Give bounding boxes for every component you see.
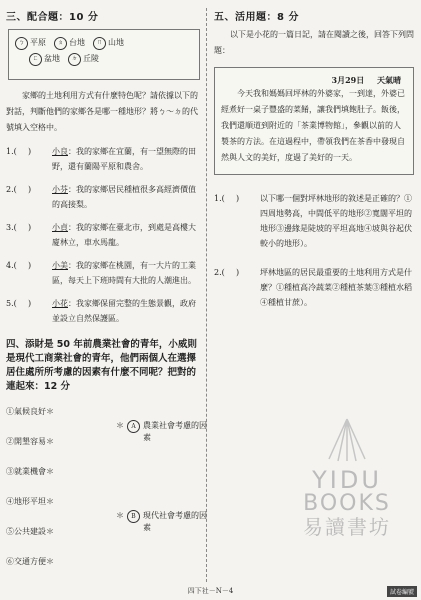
speaker-line: ：我的家鄉在宜蘭，有一望無際的田野，還有蘭陽平原和農舍。 bbox=[52, 147, 196, 171]
question-5 bbox=[6, 296, 202, 326]
speaker-name: 小貞 bbox=[52, 223, 68, 232]
option-text: 台地 bbox=[69, 38, 85, 47]
section-4-title: 四、添財是 50 年前農業社會的青年，小威則是現代工商業社會的青年，他們兩個人在選擇居住處所所考慮的因素有什麼不同呢？把對的連起來：12 分 bbox=[6, 339, 197, 392]
watermark-line-3: 易讀書坊 bbox=[303, 515, 391, 539]
match-text: 農業社會考慮的因素 bbox=[143, 421, 207, 442]
option-item bbox=[68, 51, 99, 67]
question-text bbox=[52, 220, 202, 250]
question-3 bbox=[6, 220, 202, 250]
speaker-line: ：我的家鄉居民種植很多高經濟價值的高接梨。 bbox=[52, 185, 196, 209]
watermark-line-1: YIDU bbox=[312, 466, 382, 494]
option-item bbox=[29, 51, 60, 67]
match-left-item[interactable]: ①氣候良好＊ bbox=[6, 407, 54, 416]
answer-blank[interactable]: ) bbox=[236, 268, 240, 277]
option-text: 平原 bbox=[30, 38, 46, 47]
page-footer: 四下社－N－4 bbox=[187, 587, 234, 595]
answer-blank[interactable]: ) bbox=[28, 147, 32, 156]
exam-stamp: 試卷編號 bbox=[387, 586, 417, 597]
speaker-name: 小芬 bbox=[52, 185, 68, 194]
question-5-2 bbox=[214, 265, 414, 310]
speaker-name: 小良 bbox=[52, 147, 68, 156]
option-mark: ㄅ bbox=[15, 37, 28, 50]
diary-body: 今天我和媽媽回坪林的外婆家，一到達，外婆已經煮好一桌子豐盛的菜餚，讓我們填飽肚子。飯後，我們還順道到附近的「茶業博物館」，參觀以前的人製茶的方法。在這過程中，帶領我們在茶香中發現自然與人文的美好，度過了美好的一天。 bbox=[221, 89, 405, 162]
match-mark: B bbox=[127, 510, 140, 523]
match-left-item[interactable]: ⑤公共建設＊ bbox=[6, 527, 54, 536]
match-bullet: ＊ bbox=[116, 511, 124, 520]
option-item bbox=[93, 35, 124, 51]
section-3-title: 三、配合題：10 分 bbox=[6, 12, 99, 23]
question-2 bbox=[6, 182, 202, 212]
speaker-line: ：我的家鄉在臺北市，到處是高樓大廈林立，車水馬龍。 bbox=[52, 223, 196, 247]
diary-header bbox=[221, 74, 401, 86]
question-number: 1.( bbox=[6, 147, 17, 156]
question-number: 2.( bbox=[214, 268, 225, 277]
option-mark: ㄆ bbox=[54, 37, 67, 50]
question-1 bbox=[6, 144, 202, 174]
match-left-item[interactable]: ⑥交通方便＊ bbox=[6, 557, 54, 566]
diary-date: 3月29日 bbox=[331, 75, 365, 85]
watermark bbox=[287, 415, 407, 539]
question-number: 4.( bbox=[6, 261, 17, 270]
match-right-item-a[interactable] bbox=[116, 420, 207, 444]
section-5-title: 五、活用題：8 分 bbox=[214, 12, 299, 23]
option-text: 盆地 bbox=[44, 54, 60, 63]
match-left-item[interactable]: ③就業機會＊ bbox=[6, 467, 54, 476]
option-mark: ㄇ bbox=[93, 37, 106, 50]
speaker-name: 小美 bbox=[52, 261, 68, 270]
matching-area bbox=[6, 406, 207, 576]
match-text: 現代社會考慮的因素 bbox=[143, 511, 207, 532]
speaker-line: ：我家鄉保留完整的生態景觀，政府並設立自然保護區。 bbox=[52, 299, 196, 323]
section-5-intro: 以下是小花的一篇日記，請在閱讀之後，回答下列問題： bbox=[214, 30, 414, 55]
match-bullet: ＊ bbox=[116, 421, 124, 430]
answer-blank[interactable]: ) bbox=[28, 185, 32, 194]
right-column bbox=[214, 8, 414, 310]
option-mark: ㄈ bbox=[29, 53, 42, 66]
option-text: 山地 bbox=[108, 38, 124, 47]
option-mark: ㄉ bbox=[68, 53, 81, 66]
question-number: 5.( bbox=[6, 299, 17, 308]
question-text: 以下哪一個對坪林地形的敘述是正確的？①四周地勢高，中間低平的地形②寬闊平坦的地形③邊緣是陡坡的平坦高地④坡與谷起伏較小的地形）。 bbox=[260, 194, 412, 248]
match-left-item[interactable]: ④地形平坦＊ bbox=[6, 497, 54, 506]
question-text bbox=[52, 296, 202, 326]
book-logo-icon bbox=[307, 415, 387, 463]
answer-blank[interactable]: ) bbox=[28, 299, 32, 308]
speaker-name: 小花 bbox=[52, 299, 68, 308]
match-mark: A bbox=[127, 420, 140, 433]
question-text bbox=[52, 144, 202, 174]
question-5-1 bbox=[214, 191, 414, 251]
speaker-line: ：我的家鄉在桃園，有一大片的工業區，每天上下班時間有大批的人潮進出。 bbox=[52, 261, 196, 285]
options-row-2 bbox=[15, 51, 195, 67]
question-text bbox=[52, 258, 202, 288]
answer-blank[interactable]: ) bbox=[236, 194, 240, 203]
diary-weather: 天氣晴 bbox=[377, 75, 401, 85]
option-item bbox=[54, 35, 85, 51]
left-column bbox=[6, 8, 207, 576]
question-text: 坪林地區的居民最重要的土地利用方式是什麼？①種植高冷蔬菜②種植茶葉③種植水稻④種植甘蔗）。 bbox=[260, 268, 412, 307]
question-4 bbox=[6, 258, 202, 288]
options-row-1 bbox=[15, 35, 195, 51]
match-left-item[interactable]: ②開墾容易＊ bbox=[6, 437, 54, 446]
match-right-item-b[interactable] bbox=[116, 510, 207, 534]
diary-box bbox=[214, 67, 414, 175]
question-number: 2.( bbox=[6, 185, 17, 194]
column-divider bbox=[206, 8, 207, 582]
answer-blank[interactable]: ) bbox=[28, 261, 32, 270]
section-3-intro: 家鄉的土地利用方式有什麼特色呢？請依據以下的對話，判斷他們的家鄉各是哪一種地形？將ㄅ～ㄉ的代號填入空格中。 bbox=[6, 91, 198, 132]
question-text bbox=[52, 182, 202, 212]
question-number: 3.( bbox=[6, 223, 17, 232]
options-box bbox=[8, 29, 200, 80]
question-number: 1.( bbox=[214, 194, 225, 203]
option-text: 丘陵 bbox=[83, 54, 99, 63]
watermark-line-2: BOOKS bbox=[303, 491, 391, 516]
option-item bbox=[15, 35, 46, 51]
answer-blank[interactable]: ) bbox=[28, 223, 32, 232]
